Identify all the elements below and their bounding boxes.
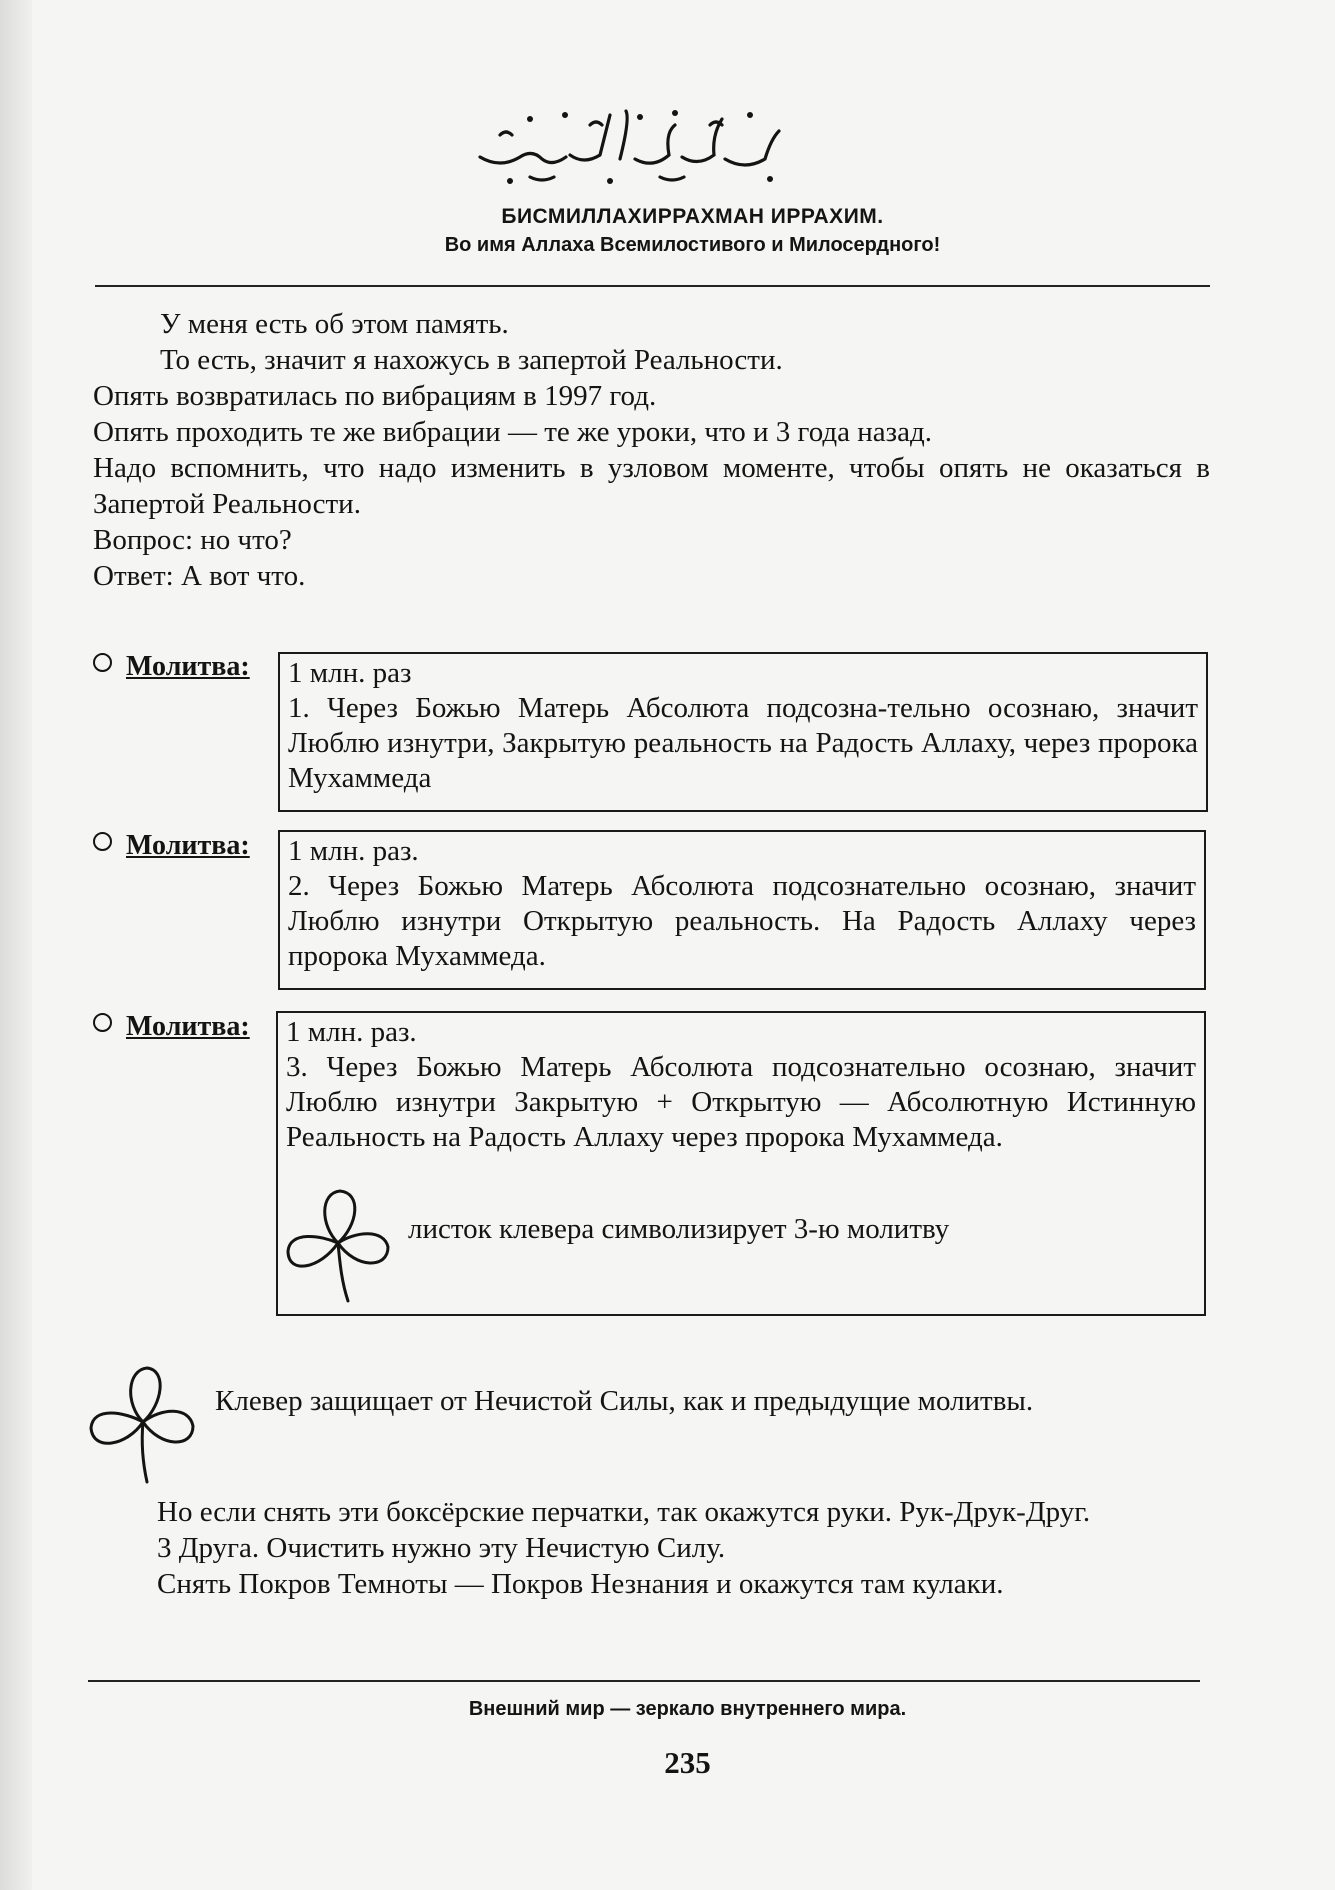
closing-text [90, 1494, 1200, 1602]
intro-line: То есть, значит я нахожусь в запертой Реальности. [160, 344, 783, 376]
prayer-box [278, 830, 1206, 990]
intro-line: Надо вспомнить, что надо изменить в узловом моменте, чтобы опять не оказаться в Запертой Реальности. [93, 452, 1210, 520]
closing-line: Снять Покров Темноты — Покров Незнания и окажутся там кулаки. [157, 1568, 1004, 1600]
page-number: 235 [664, 1745, 711, 1780]
clover-leaf-icon [280, 1185, 398, 1305]
prayer-label: Молитва: [93, 830, 250, 862]
intro-line: Вопрос: но что? [93, 524, 292, 556]
intro-line: Опять возвратилась по вибрациям в 1997 год. [93, 380, 657, 412]
clover-paragraph [215, 1384, 1200, 1419]
header-divider [95, 285, 1210, 287]
prayer-count: 1 млн. раз. [288, 835, 419, 867]
intro-line: У меня есть об этом память. [160, 308, 509, 340]
header-title: БИСМИЛЛАХИРРАХМАН ИРРАХИМ. [501, 205, 884, 228]
bullet-circle-icon [93, 653, 112, 672]
header-subtitle: Во имя Аллаха Всемилостивого и Милосердного! [444, 234, 941, 256]
prayer-text: 1. Через Божью Матерь Абсолюта подсозна-тельно осознаю, значит Люблю изнутри, Закрытую реальность на Радость Аллаху, через пророка Мухаммеда [288, 692, 1198, 794]
prayer-text: 2. Через Божью Матерь Абсолюта подсознательно осознаю, значит Люблю изнутри Открытую реальность. На Радость Аллаху через пророка Мухаммеда. [288, 870, 1196, 972]
clover-text: Клевер защищает от Нечистой Силы, как и предыдущие молитвы. [215, 1385, 1034, 1417]
scan-edge-shadow [0, 0, 32, 1890]
clover-leaf-icon [85, 1360, 200, 1485]
bullet-circle-icon [93, 832, 112, 851]
closing-line: 3 Друга. Очистить нужно эту Нечистую Силу. [157, 1532, 726, 1564]
prayer-count: 1 млн. раз. [286, 1016, 417, 1048]
basmala-calligraphy [470, 95, 790, 190]
prayer-text: 3. Через Божью Матерь Абсолюта подсознательно осознаю, значит Люблю изнутри Закрытую + Открытую — Абсолютную Истинную Реальность на Радость Аллаху через пророка Мухаммеда. [286, 1051, 1196, 1153]
footer-quote: Внешний мир — зеркало внутреннего мира. [468, 1698, 907, 1720]
prayer-label: Молитва: [93, 651, 250, 683]
prayer-box [278, 652, 1208, 812]
prayer-label: Молитва: [93, 1011, 250, 1043]
intro-text [93, 306, 1210, 594]
intro-line: Ответ: А вот что. [93, 560, 306, 592]
intro-line: Опять проходить те же вибрации — те же уроки, что и 3 года назад. [93, 416, 932, 448]
prayer-count: 1 млн. раз [288, 657, 412, 689]
footer-divider [88, 1680, 1200, 1682]
prayer-box [276, 1011, 1206, 1316]
closing-line: Но если снять эти боксёрские перчатки, так окажутся руки. Рук-Друк-Друг. [157, 1496, 1091, 1528]
clover-note: листок клевера символизирует 3-ю молитву [408, 1213, 950, 1245]
bullet-circle-icon [93, 1013, 112, 1032]
